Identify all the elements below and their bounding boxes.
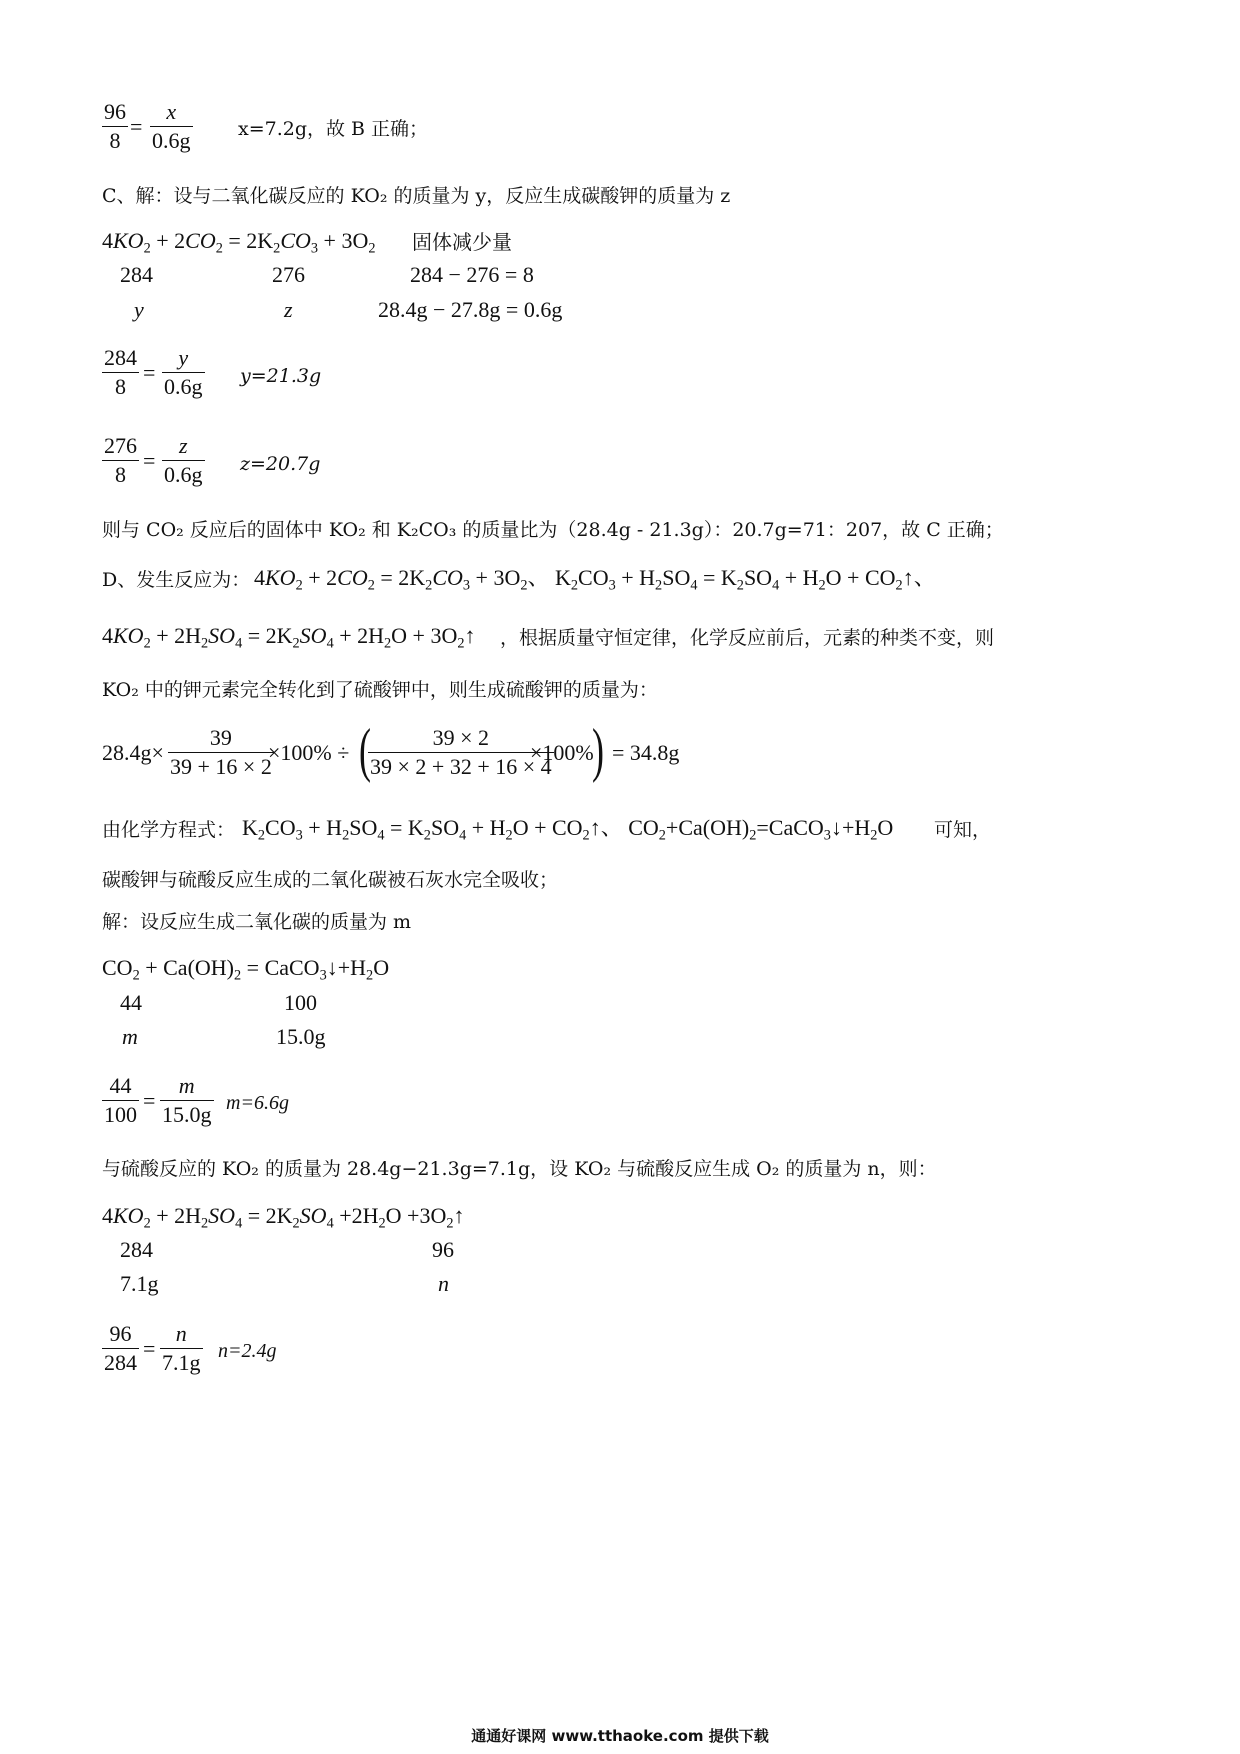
d-row4-a: 7.1g bbox=[120, 1271, 159, 1296]
d-row4-b: n bbox=[438, 1271, 449, 1296]
d-line2-text: ，根据质量守恒定律，化学反应前后，元素的种类不变，则 bbox=[500, 627, 995, 649]
equals-sign: = bbox=[143, 1088, 156, 1113]
fraction-z-0.6g: $\frac{z}{0.6g}$ bbox=[164, 433, 203, 487]
fraction-x-0.6g: $\frac{x}{0.6g}$ bbox=[152, 99, 191, 153]
right-paren: ) bbox=[591, 717, 604, 783]
d-equation-1: $4KO_2 + 2CO_2 = 2K_2CO_3 + 3O_2$、 $K_2CO_3 + H_2SO_4 = K_2SO_4 + H_2O$ + $CO_2↑$、 bbox=[254, 565, 936, 594]
d-equation-5: $4KO_2 + 2H_2SO_4 = 2K_2SO_4 +2H_2O$ $+3O_2↑$ bbox=[102, 1203, 465, 1232]
c-intro: C、解：设与二氧化碳反应的 KO₂ 的质量为 y，反应生成碳酸钾的质量为 z bbox=[102, 185, 731, 207]
d-know-suffix: 可知， bbox=[934, 819, 992, 841]
fraction-m-15g: $\frac{m}{15.0g}$ bbox=[162, 1073, 212, 1127]
d-row1-b: 100 bbox=[284, 990, 317, 1015]
d-acid: 与硫酸反应的 KO₂ 的质量为 28.4g−21.3g=7.1g，设 KO₂ 与硫酸反应生成 O₂ 的质量为 n，则： bbox=[102, 1158, 937, 1180]
d-row2-a: m bbox=[122, 1024, 138, 1049]
d-row3-a: 284 bbox=[120, 1237, 153, 1262]
c-row1-c: 284 − 276 = 8 bbox=[410, 262, 534, 287]
d-prefix: D、发生反应为： bbox=[102, 569, 251, 591]
c-equation-label: 固体减少量 bbox=[412, 230, 512, 254]
equals-sign: = bbox=[130, 114, 143, 139]
d-line3: KO₂ 中的钾元素完全转化到了硫酸钾中，则生成硫酸钾的质量为： bbox=[102, 679, 658, 701]
fraction-39: $\frac{39}{39 + 16 \times 2}$ bbox=[170, 725, 272, 779]
d-result-n: n=2.4g bbox=[218, 1340, 277, 1362]
fraction-96-284: $\frac{96}{284}$ bbox=[104, 1321, 137, 1375]
fraction-276-8: $\frac{276}{8}$ bbox=[104, 433, 137, 487]
d-solve: 解：设反应生成二氧化碳的质量为 m bbox=[102, 911, 412, 933]
d-equation-3: $K_2CO_3 + H_2SO_4 = K_2SO_4 + H_2O$ + $CO_2↑$、 $CO_2+Ca(OH)_2=CaCO_3↓+H_2O$ bbox=[242, 815, 894, 844]
c-result-y: y=21.3g bbox=[240, 365, 322, 387]
c-row2-a: y bbox=[134, 297, 144, 322]
fraction-n-7.1g: $\frac{n}{7.1g}$ bbox=[162, 1321, 201, 1375]
equals-sign: = bbox=[143, 1336, 156, 1361]
fraction-y-0.6g: $\frac{y}{0.6g}$ bbox=[164, 345, 203, 399]
d-calc-a: 28.4g× bbox=[102, 740, 164, 765]
d-calc-b: ×100% ÷ bbox=[268, 740, 350, 765]
c-row1-b: 276 bbox=[272, 262, 305, 287]
c-result-z: z=20.7g bbox=[240, 453, 321, 475]
d-equation-4: $CO_2 + Ca(OH)_2$ = $CaCO_3↓+H_2O$ bbox=[102, 955, 390, 984]
d-calc-c: ×100% bbox=[530, 740, 594, 765]
b-result: x=7.2g，故 B 正确； bbox=[238, 118, 429, 140]
equals-sign: = bbox=[143, 360, 156, 385]
c-row2-c: 28.4g − 27.8g = 0.6g bbox=[378, 297, 563, 322]
c-row2-b: z bbox=[284, 297, 293, 322]
footer-source: 通通好课网 www.tthaoke.com 提供下载 bbox=[471, 1727, 769, 1745]
fraction-284-8: $\frac{284}{8}$ bbox=[104, 345, 137, 399]
left-paren: ( bbox=[358, 717, 371, 783]
c-conclusion: 则与 CO₂ 反应后的固体中 KO₂ 和 K₂CO₃ 的质量比为（28.4g - 21.3g）：20.7g=71：207，故 C 正确； bbox=[102, 519, 1004, 541]
fraction-44-100: $\frac{44}{100}$ bbox=[104, 1073, 137, 1127]
fraction-39x2: $\frac{39 \times 2}{39 \times 2 + 32 + 16 \times 4}$ bbox=[370, 725, 552, 779]
fraction-96-8: $\frac{96}{8}$ bbox=[104, 99, 126, 153]
d-calc-result: = 34.8g bbox=[612, 740, 680, 765]
d-row2-b: 15.0g bbox=[276, 1024, 326, 1049]
c-row1-a: 284 bbox=[120, 262, 153, 287]
d-equation-2: $4KO_2 + 2H_2SO_4 = 2K_2SO_4 + 2H_2O$ + $3O_2↑$ bbox=[102, 623, 476, 652]
d-row3-b: 96 bbox=[432, 1237, 454, 1262]
d-row1-a: 44 bbox=[120, 990, 142, 1015]
equals-sign: = bbox=[143, 448, 156, 473]
d-result-m: m=6.6g bbox=[226, 1092, 289, 1114]
d-absorb: 碳酸钾与硫酸反应生成的二氧化碳被石灰水完全吸收； bbox=[102, 869, 559, 891]
c-equation: $4KO_2 + 2CO_2 = 2K_2CO_3 + 3O_2$ bbox=[102, 228, 376, 257]
d-know-prefix: 由化学方程式： bbox=[102, 819, 236, 841]
